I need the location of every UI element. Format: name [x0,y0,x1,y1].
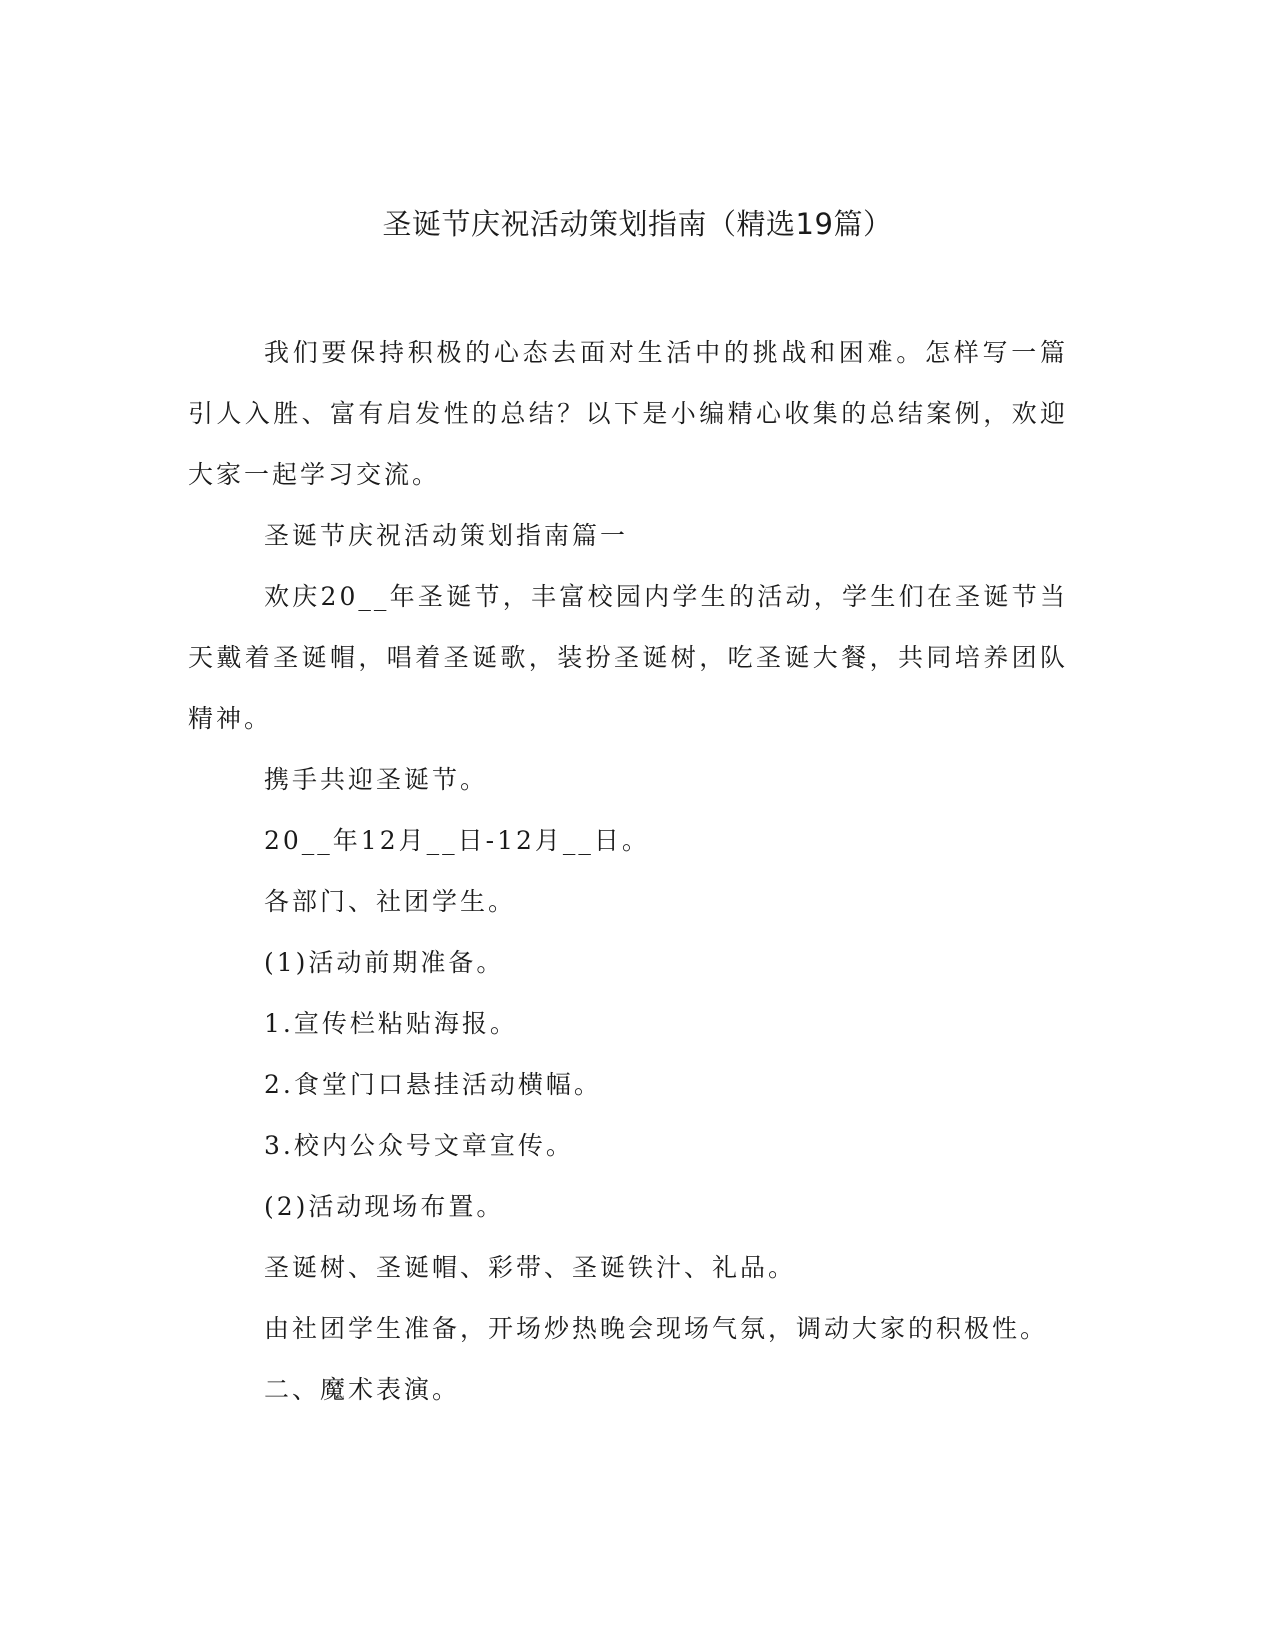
paragraph-intro: 我们要保持积极的心态去面对生活中的挑战和困难。怎样写一篇引人入胜、富有启发性的总结？以下是小编精心收集的总结案例，欢迎大家一起学习交流。 [188,338,1068,489]
paragraph-setup-heading: (2)活动现场布置。 [264,1192,505,1221]
paragraph-purpose: 欢庆20__年圣诞节，丰富校园内学生的活动，学生们在圣诞节当天戴着圣诞帽，唱着圣诞歌，装扮圣诞树，吃圣诞大餐，共同培养团队精神。 [188,582,1068,733]
paragraph-prep-heading: (1)活动前期准备。 [264,948,505,977]
paragraph-magic: 二、魔术表演。 [264,1375,461,1404]
section-heading: 圣诞节庆祝活动策划指南篇一 [264,521,629,550]
paragraph-date: 20__年12月__日-12月__日。 [264,826,650,855]
paragraph-list-item: 2.食堂门口悬挂活动横幅。 [264,1070,602,1099]
paragraph-opening: 由社团学生准备，开场炒热晚会现场气氛，调动大家的积极性。 [264,1314,1049,1343]
paragraph-setup-items: 圣诞树、圣诞帽、彩带、圣诞铁汁、礼品。 [264,1253,797,1282]
document-body [188,322,1068,1420]
document-title: 圣诞节庆祝活动策划指南（精选19篇） [382,207,893,241]
paragraph-list-item: 3.校内公众号文章宣传。 [264,1131,574,1160]
paragraph-participants: 各部门、社团学生。 [264,887,517,916]
paragraph-list-item: 1.宣传栏粘贴海报。 [264,1009,518,1038]
paragraph-theme: 携手共迎圣诞节。 [264,765,489,794]
